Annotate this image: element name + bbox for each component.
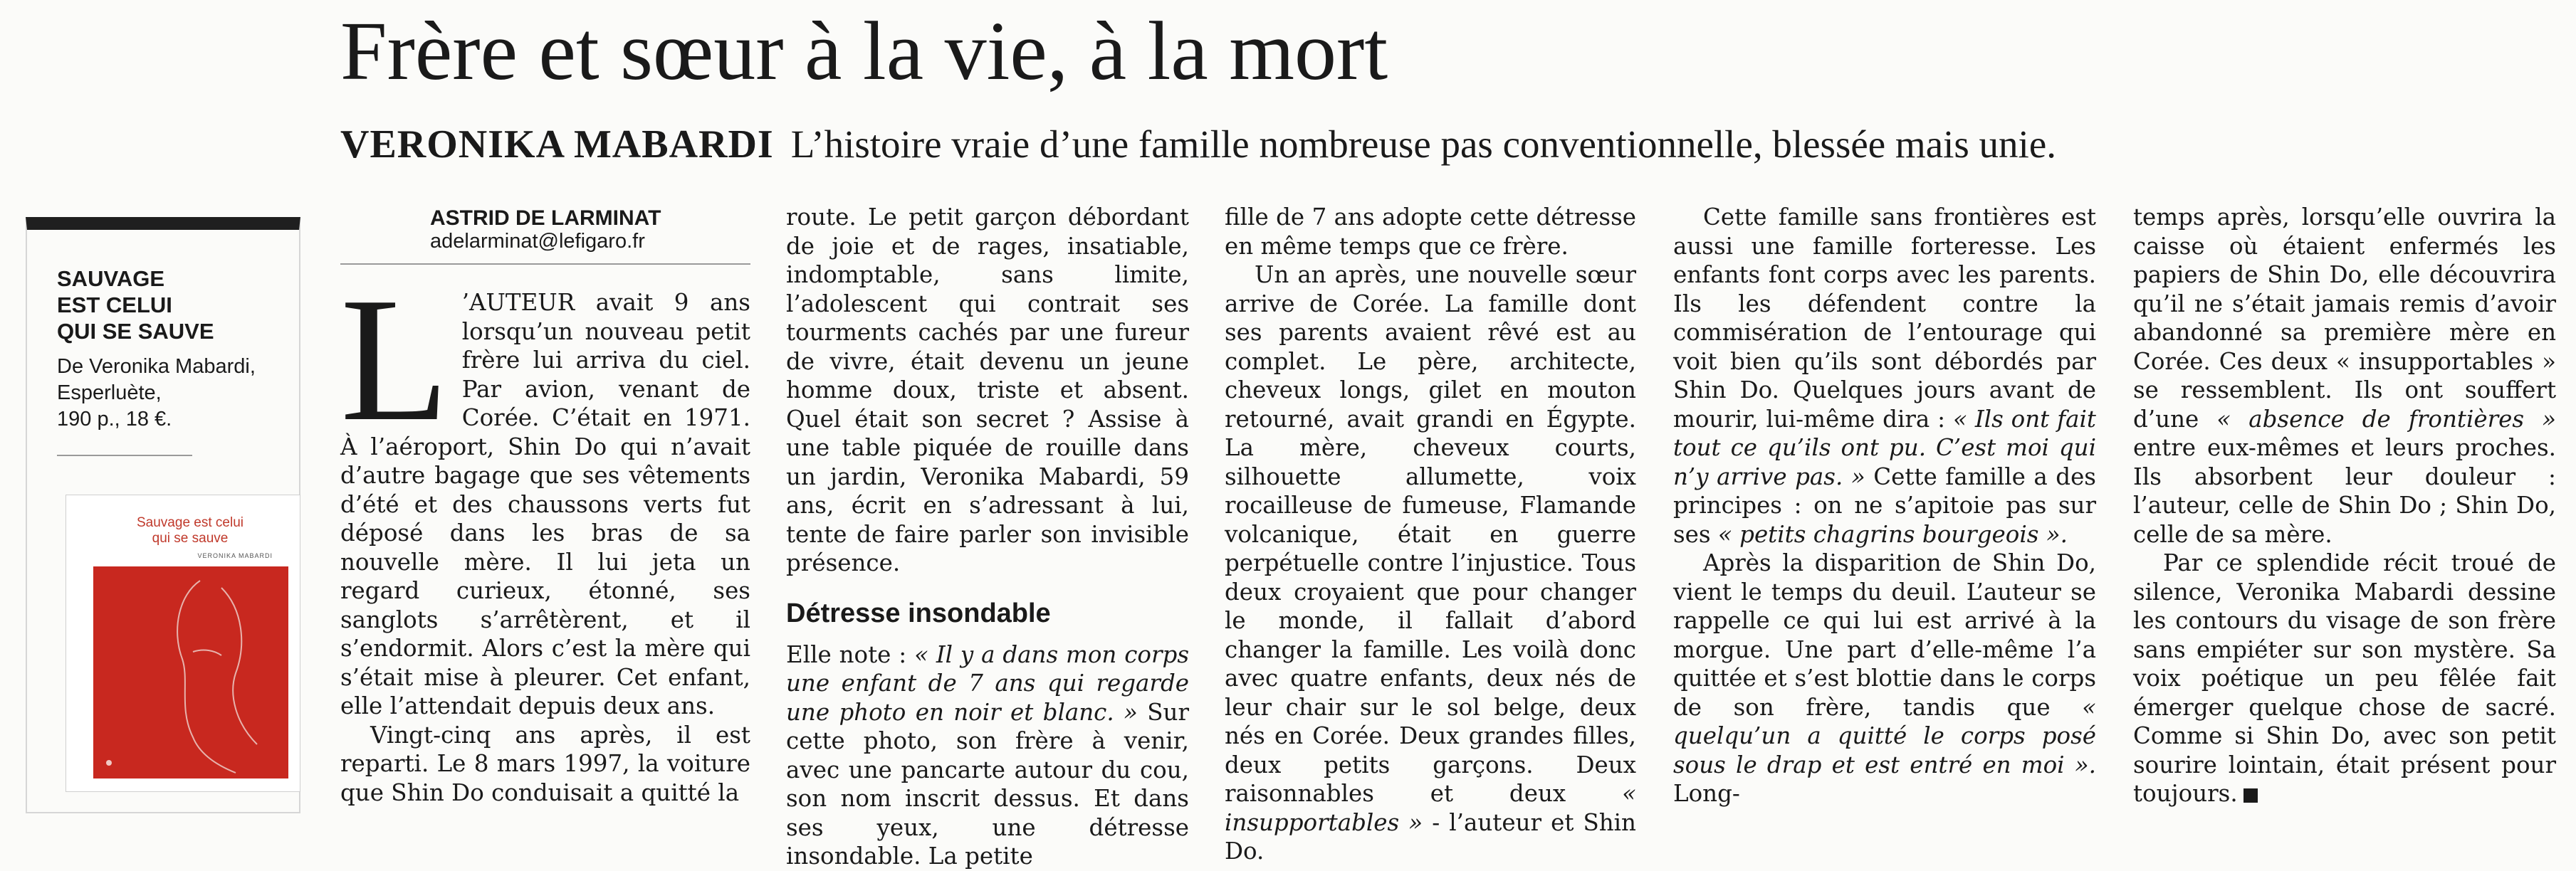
book-info-box — [26, 217, 300, 813]
cover-author: VERONIKA MABARDI — [197, 552, 273, 559]
paragraph: fille de 7 ans adopte cette détresse en même temps que ce frère. — [1225, 204, 1636, 260]
article-column-4 — [1673, 203, 2096, 808]
dropcap: L — [340, 261, 449, 458]
paragraph: Par ce splendide récit troué de silence, Veronika Mabardi dessine les contours du visage de son frère sans empiéter sur son mystère. Sa voix poétique un peu fêlée fait émerger quelque chose de sacré. Comme si Shin Do, avec son petit sourire lointain, était présent pour toujours. — [2133, 549, 2556, 807]
byline-name: ASTRID DE LARMINAT — [430, 206, 661, 230]
book-title: SAUVAGE EST CELUI QUI SE SAUVE — [57, 266, 214, 344]
paragraph: route. Le petit garçon débordant de joie et de rages, insatiable, indomptable, sans limite, l’adolescent qui contrait ses tourments cachés par une fureur de vivre, était devenu un jeune homme doux, triste et absent. Quel était son secret ? Assise à une table piquée de rouille dans un jardin, Veronika Mabardi, 59 ans, écrit en s’adressant à lui, tente de faire parler son invisible présence. — [786, 204, 1189, 576]
cover-title: Sauvage est celui qui se sauve — [137, 515, 244, 546]
paragraph: temps après, lorsqu’elle ouvrira la caisse où étaient enfermés les papiers de Shin Do, elle découvrira qu’il ne s’était jamais remis d’avoir abandonné sa première mère en Corée. Ces deux « insupportables » se ressemblent. Ils ont souffert d’une « absence de frontières » entre eux-mêmes et leurs proches. Ils absorbent leur douleur : l’auteur, celle de Shin Do ; Shin Do, celle de sa mère. — [2133, 204, 2556, 548]
portrait-sketch-icon — [93, 566, 288, 778]
tagline: L’histoire vraie d’une famille nombreuse pas conventionnelle, blessée mais unie. — [790, 122, 2056, 166]
article-column-5 — [2133, 203, 2556, 808]
paragraph: Elle note : « Il y a dans mon corps une enfant de 7 ans qui regarde une photo en noir et blanc. » Sur cette photo, son frère à venir, avec une pancarte autour du cou, son nom inscrit dessus. Et dans ses yeux, une détresse insondable. La petite — [786, 640, 1189, 870]
book-cover-image — [66, 495, 300, 792]
subline — [340, 120, 2056, 169]
paragraph: Cette famille sans frontières est aussi une famille forteresse. Les enfants font corps avec les parents. Ils les défendent contre la commisération de l’entourage qui voit bien qu’ils sont débordés par Shin Do. Quelques jours avant de mourir, lui-même dira : « Ils ont fait tout ce qu’ils ont pu. C’est moi qui n’y arrive pas. » Cette famille a des principes : on ne s’apitoie pas sur ses « petits chagrins bourgeois ». — [1673, 204, 2096, 548]
book-publication-details: De Veronika Mabardi, Esperluète, 190 p., 18 €. — [57, 355, 256, 431]
divider — [57, 455, 192, 456]
section-heading: Détresse insondable — [786, 598, 1051, 628]
article-column-1 — [340, 261, 750, 807]
paragraph: Vingt-cinq ans après, il est reparti. Le 8 mars 1997, la voiture que Shin Do conduisait a quitté la — [340, 721, 750, 806]
paragraph: Après la disparition de Shin Do, vient le temps du deuil. L’auteur se rappelle ce qui lui est arrivé à la morgue. Une part d’elle-même l’a quittée et s’est blottie dans le corps de son frère, tandis que « quelqu’un a quitté le corps posé sous le drap et est entré en moi ». Long- — [1673, 549, 2096, 807]
paragraph: Un an après, une nouvelle sœur arrive de Corée. La famille dont ses parents avaient rêvé est au complet. Le père, architecte, cheveux longs, gilet en mouton retourné, avait grandi en Égypte. La mère, cheveux courts, silhouette allumette, voix rocailleuse de fumeuse, Flamande volcanique, était en guerre perpétuelle contre l’injustice. Tous deux croyaient que pour changer le monde, il fallait d’abord changer la famille. Les voilà donc avec quatre enfants, deux nés de leur chair sur le sol belge, deux nés en Corée. Deux grandes filles, deux petits garçons. Deux raisonnables et deux « insupportables » - l’auteur et Shin Do. — [1225, 261, 1636, 865]
cover-illustration — [93, 566, 288, 778]
byline-email: adelarminat@lefigaro.fr — [430, 230, 645, 253]
article-column-3 — [1225, 203, 1636, 866]
headline: Frère et sœur à la vie, à la mort — [340, 4, 1388, 97]
end-mark-icon — [2243, 788, 2258, 803]
article-column-2 — [786, 203, 1189, 871]
paragraph: L ’AUTEUR avait 9 ans lorsqu’un nouveau petit frère lui arriva du ciel. Par avion, venant de Corée. C’était en 1971. À l’aéroport, Shin Do qui n’avait d’autre bagage que ses vêtements d’été et des chaussons verts fut déposé dans les bras de sa nouvelle mère. Il lui jeta un regard curieux, étonné, ses sanglots s’arrêtèrent, et il s’endormit. Alors c’est la mère qui s’était mise à pleurer. Cet enfant, elle l’attendait depuis deux ans. — [340, 261, 750, 719]
book-author: VERONIKA MABARDI — [340, 122, 774, 167]
